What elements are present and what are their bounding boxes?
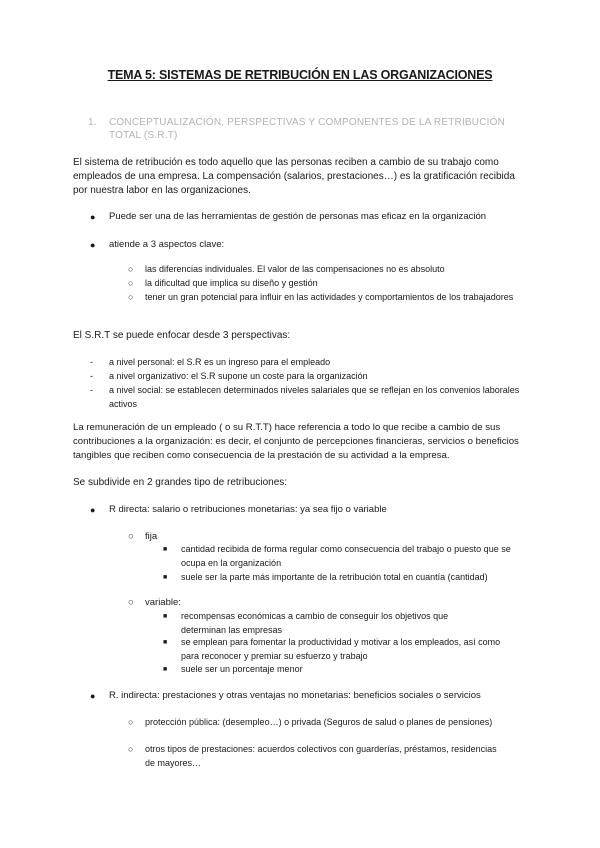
list-item-fixed: ○ fija xyxy=(128,531,158,542)
list-item: ● Puede ser una de las herramientas de gestión de personas mas eficaz en la organización xyxy=(90,211,487,222)
list-item-direct: ● R directa: salario o retribuciones monetarias: ya sea fijo o variable xyxy=(90,504,387,515)
bullet-marker: ● xyxy=(90,505,96,515)
list-item: ■ cantidad recibida de forma regular como consecuencia del trabajo o puesto que se ocupa en la organización xyxy=(163,544,511,568)
subdivide-paragraph: Se subdivide en 2 grandes tipo de retribuciones: xyxy=(73,477,288,488)
list-item: ■ suele ser la parte más importante de la retribución total en cuantía (cantidad) xyxy=(163,570,528,584)
section-heading-text: CONCEPTUALIZACIÓN, PERSPECTIVAS Y COMPONENTES DE LA RETRIBUCIÓN TOTAL (S.R.T) xyxy=(109,117,506,141)
bullet-marker: ● xyxy=(90,212,96,222)
document-title: TEMA 5: SISTEMAS DE RETRIBUCIÓN EN LAS ORGANIZACIONES xyxy=(107,68,493,82)
dash-marker: - xyxy=(90,371,93,381)
list-item-indirect: ● R. indirecta: prestaciones y otras ventajas no monetarias: beneficios sociales o servicios xyxy=(90,690,481,701)
list-item-variable: ○ variable: xyxy=(128,597,181,608)
list-item: ○ otros tipos de prestaciones: acuerdos colectivos con guarderías, préstamos, residencias de mayores… xyxy=(128,744,497,768)
square-marker: ■ xyxy=(163,639,168,646)
list-item: - a nivel organizativo: el S.R supone un coste para la organización xyxy=(90,371,368,381)
list-item: - a nivel social: se establecen determinados niveles salariales que se reflejan en los convenios laborales activos xyxy=(90,385,520,409)
circle-marker: ○ xyxy=(128,531,134,542)
list-item: ○ la dificultad que implica su diseño y gestión xyxy=(128,278,318,288)
circle-marker: ○ xyxy=(128,744,134,754)
list-item: ● atiende a 3 aspectos clave: xyxy=(90,239,225,250)
list-item: ○ protección pública: (desempleo…) o privada (Seguros de salud o planes de pensiones) xyxy=(128,717,493,727)
intro-paragraph: El sistema de retribución es todo aquello que las personas reciben a cambio de su trabajo como empleados de una empresa. La compensación (salarios, prestaciones…) es la gratificación recibida por nuestra labor en las organizaciones. xyxy=(73,157,515,196)
list-item: ○ las diferencias individuales. El valor de las compensaciones no es absoluto xyxy=(128,264,445,274)
list-item: ■ se emplean para fomentar la productividad y motivar a los empleados, así como para reconocer y premiar su esfuerzo y trabajo xyxy=(163,637,501,661)
list-item: - a nivel personal: el S.R es un ingreso para el empleado xyxy=(90,357,331,367)
perspectives-intro: El S.R.T se puede enfocar desde 3 perspectivas: xyxy=(73,330,291,341)
section-heading xyxy=(88,116,528,142)
section-number: 1. xyxy=(88,117,97,128)
dash-marker: - xyxy=(90,357,93,367)
bullet-marker: ● xyxy=(90,691,96,701)
circle-marker: ○ xyxy=(128,264,134,274)
circle-marker: ○ xyxy=(128,717,134,727)
square-marker: ■ xyxy=(163,574,168,581)
dash-marker: - xyxy=(90,385,93,395)
remuneration-paragraph: La remuneración de un empleado ( o su R.T.T) hace referencia a todo lo que recibe a cambio de sus contribuciones a la organización: es decir, el conjunto de percepciones financieras, servicios o beneficios tangibles que reciben como consecuencia de la prestación de su actividad a la empresa. xyxy=(73,422,519,461)
list-item: ○ tener un gran potencial para influir en las actividades y comportamientos de los trabajadores xyxy=(128,292,514,302)
square-marker: ■ xyxy=(163,546,168,553)
circle-marker: ○ xyxy=(128,278,134,288)
circle-marker: ○ xyxy=(128,292,134,302)
square-marker: ■ xyxy=(163,613,168,620)
list-item: ■ suele ser un porcentaje menor xyxy=(163,662,508,676)
square-marker: ■ xyxy=(163,666,168,673)
circle-marker: ○ xyxy=(128,597,134,608)
list-item: ■ recompensas económicas a cambio de conseguir los objetivos que determinan las empresas xyxy=(163,611,449,635)
bullet-marker: ● xyxy=(90,240,96,250)
